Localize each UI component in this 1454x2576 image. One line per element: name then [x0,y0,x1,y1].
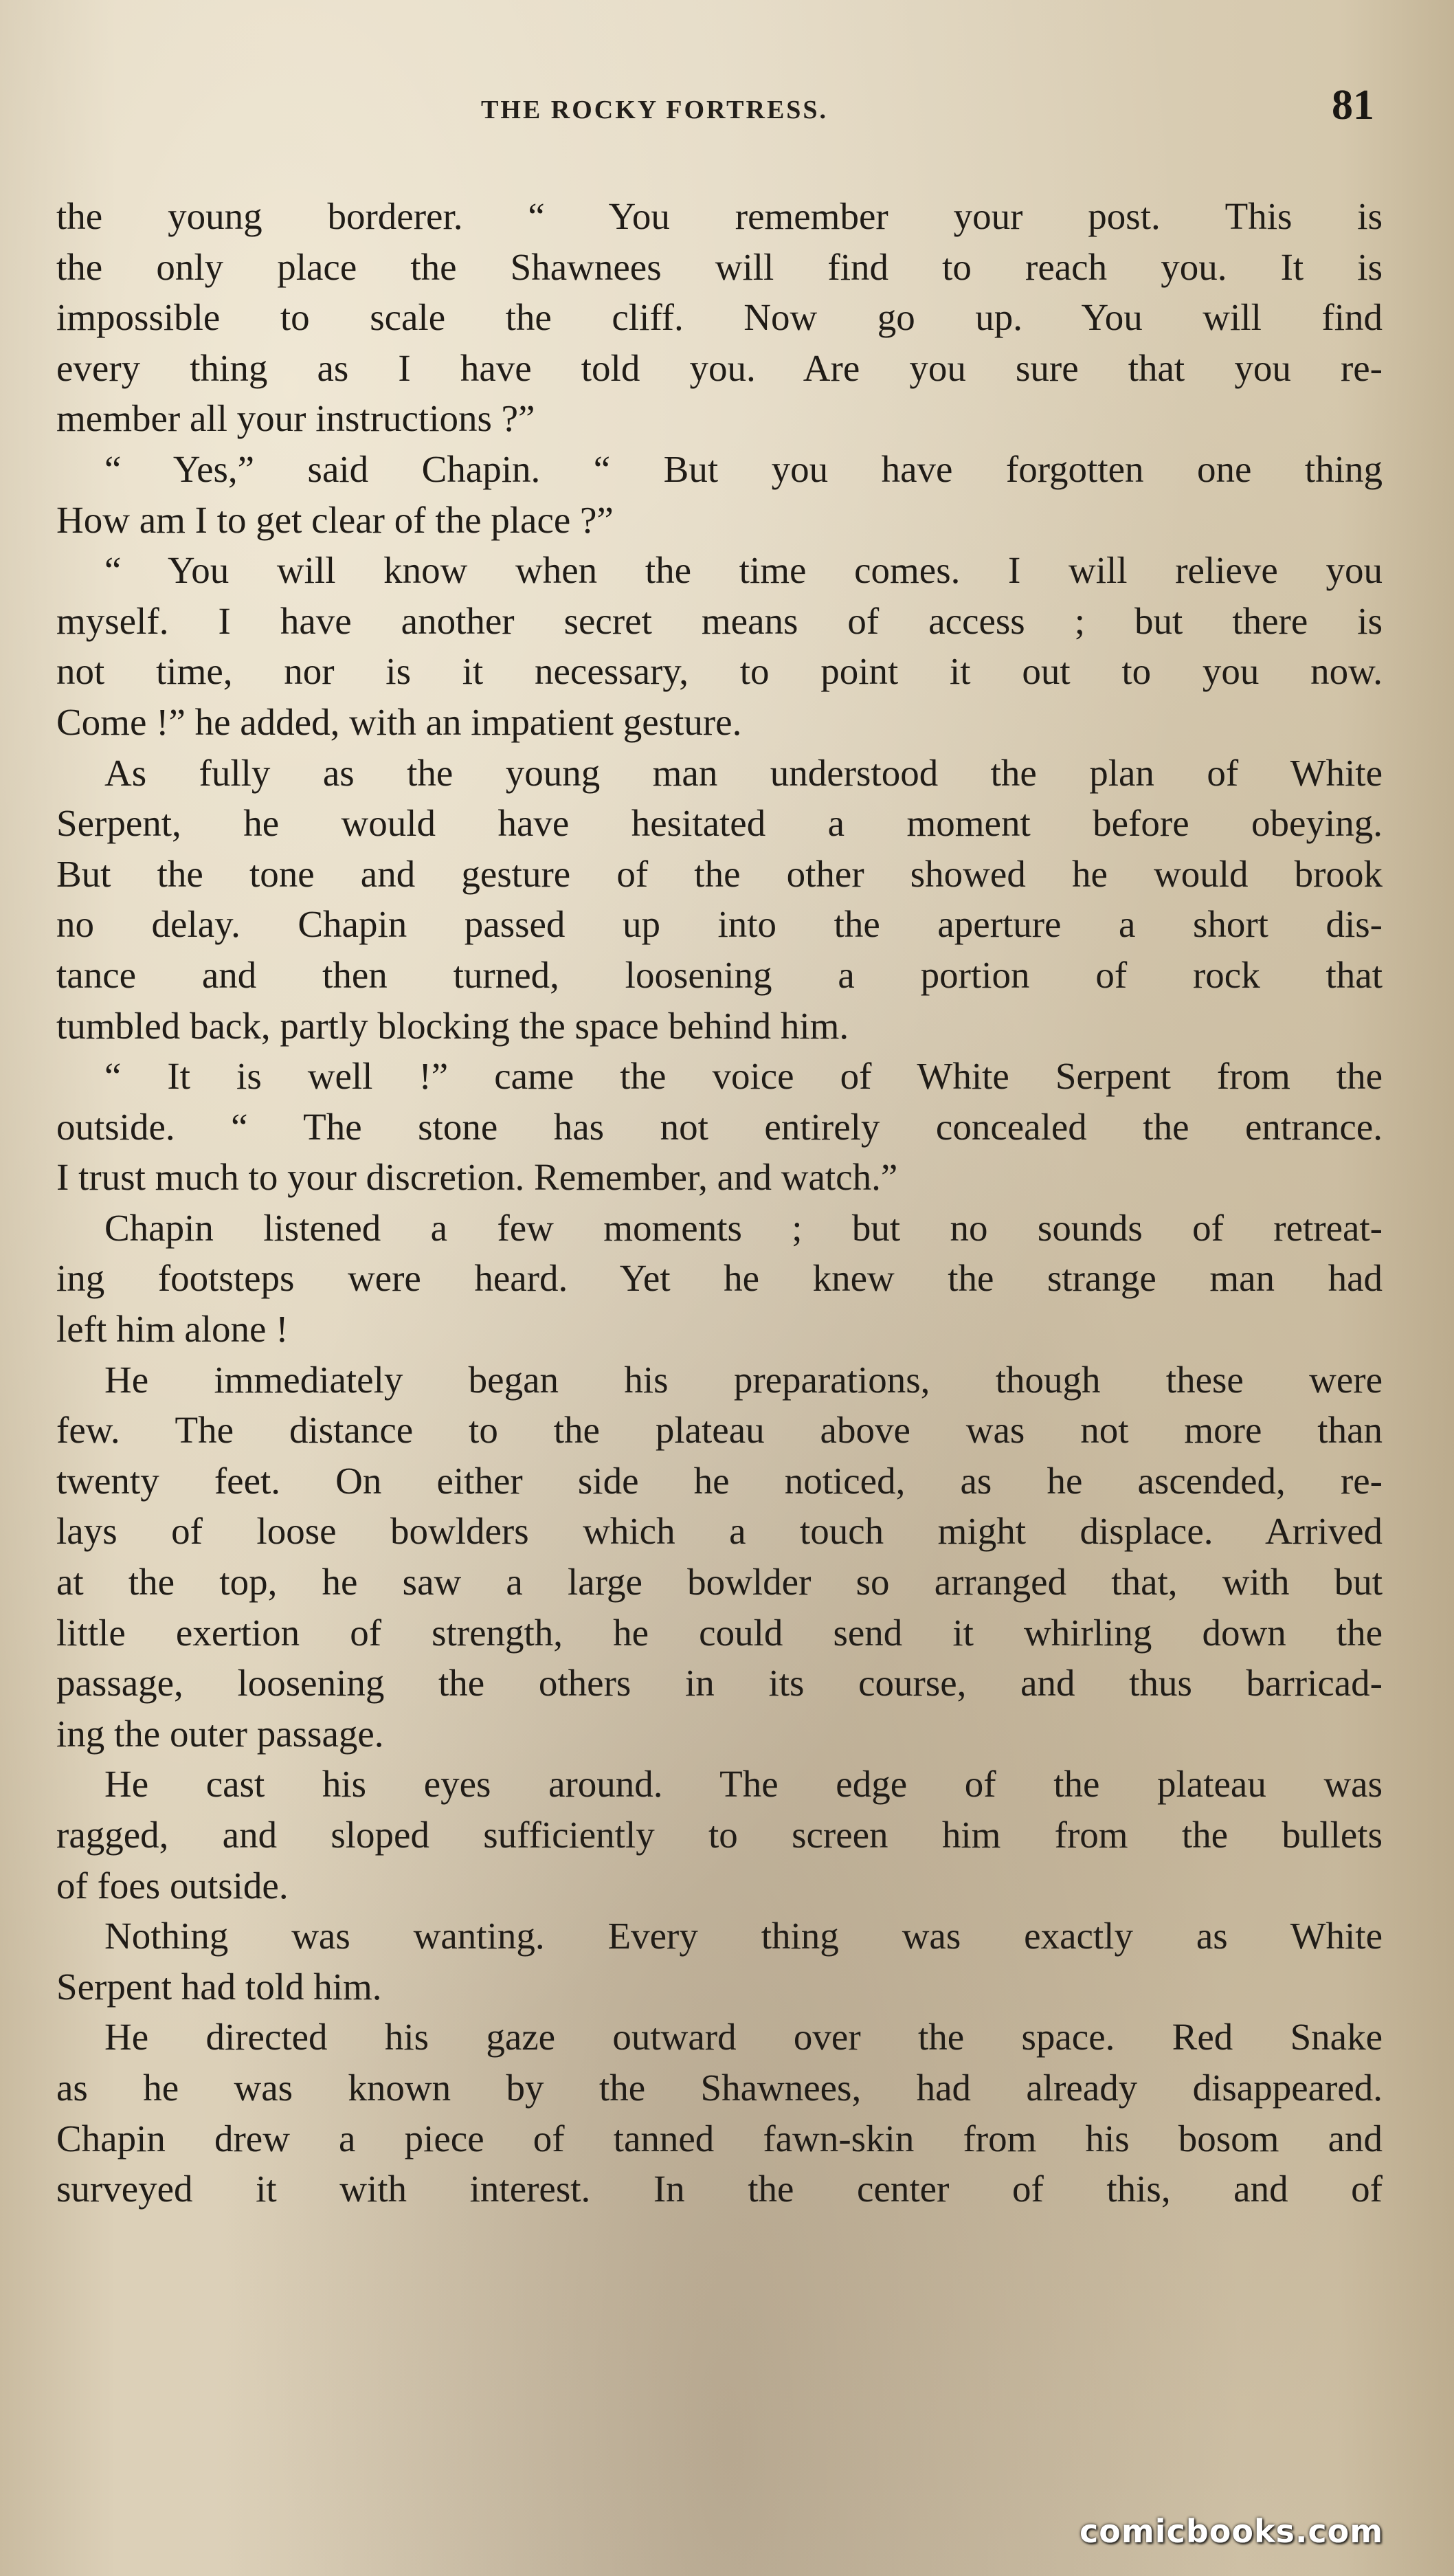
text-line: surveyed it with interest. In the center of this, and of [56,2168,1383,2210]
text-line: But the tone and gesture of the other showed he would brook [56,852,1383,895]
text-line: passage, loosening the others in its course, and thus barricad- [56,1662,1383,1705]
text-line: He directed his gaze outward over the space. Red Snake [104,2016,1383,2058]
text-line: twenty feet. On either side he noticed, as he ascended, re- [56,1459,1383,1502]
text-line: “ It is well !” came the voice of White Serpent from the [104,1055,1383,1098]
text-line: He immediately began his preparations, though these were [104,1358,1383,1401]
text-line: member all your instructions ?” [56,397,535,440]
text-line: at the top, he saw a large bowlder so arranged that, with but [56,1561,1383,1603]
text-line: lays of loose bowlders which a touch might displace. Arrived [56,1510,1383,1553]
page-number: 81 [1332,82,1374,129]
text-line: Serpent, he would have hesitated a moment before obeying. [56,802,1383,845]
running-head: THE ROCKY FORTRESS. [481,96,829,124]
text-line: of foes outside. [56,1864,289,1907]
text-line: little exertion of strength, he could send it whirling down the [56,1611,1383,1654]
text-line: not time, nor is it necessary, to point it out to you now. [56,650,1383,693]
text-line: ragged, and sloped sufficiently to screen him from the bullets [56,1814,1383,1856]
text-line: Serpent had told him. [56,1965,382,2008]
text-line: Nothing was wanting. Every thing was exactly as White [104,1915,1383,1957]
text-line: impossible to scale the cliff. Now go up. You will find [56,296,1383,339]
text-line: He cast his eyes around. The edge of the plateau was [104,1763,1383,1806]
text-line: I trust much to your discretion. Remember, and watch.” [56,1156,898,1199]
text-line: Chapin drew a piece of tanned fawn-skin from his bosom and [56,2117,1383,2159]
text-line: tance and then turned, loosening a portion of rock that [56,953,1383,996]
text-line: myself. I have another secret means of access ; but there is [56,599,1383,642]
text-line: the young borderer. “ You remember your post. This is [56,195,1383,237]
text-line: ing the outer passage. [56,1712,384,1755]
text-line: Come !” he added, with an impatient gesture. [56,700,742,743]
text-line: tumbled back, partly blocking the space behind him. [56,1004,849,1047]
text-line: ing footsteps were heard. Yet he knew the strange man had [56,1257,1383,1300]
text-line: How am I to get clear of the place ?” [56,498,614,541]
text-line: Chapin listened a few moments ; but no sounds of retreat- [104,1206,1383,1249]
text-line: “ You will know when the time comes. I will relieve you [104,549,1383,592]
text-line: as he was known by the Shawnees, had already disappeared. [56,2066,1383,2109]
text-line: “ Yes,” said Chapin. “ But you have forgotten one thing [104,447,1383,490]
body-text [56,191,1383,2214]
text-line: outside. “ The stone has not entirely concealed the entrance. [56,1105,1383,1148]
text-line: left him alone ! [56,1308,289,1351]
text-line: few. The distance to the plateau above was not more than [56,1409,1383,1452]
text-line: no delay. Chapin passed up into the aperture a short dis- [56,903,1383,946]
watermark: comicbooks.com [1080,2513,1384,2550]
text-line: As fully as the young man understood the plan of White [104,751,1383,794]
text-line: every thing as I have told you. Are you sure that you re- [56,346,1383,389]
text-line: the only place the Shawnees will find to reach you. It is [56,245,1383,288]
